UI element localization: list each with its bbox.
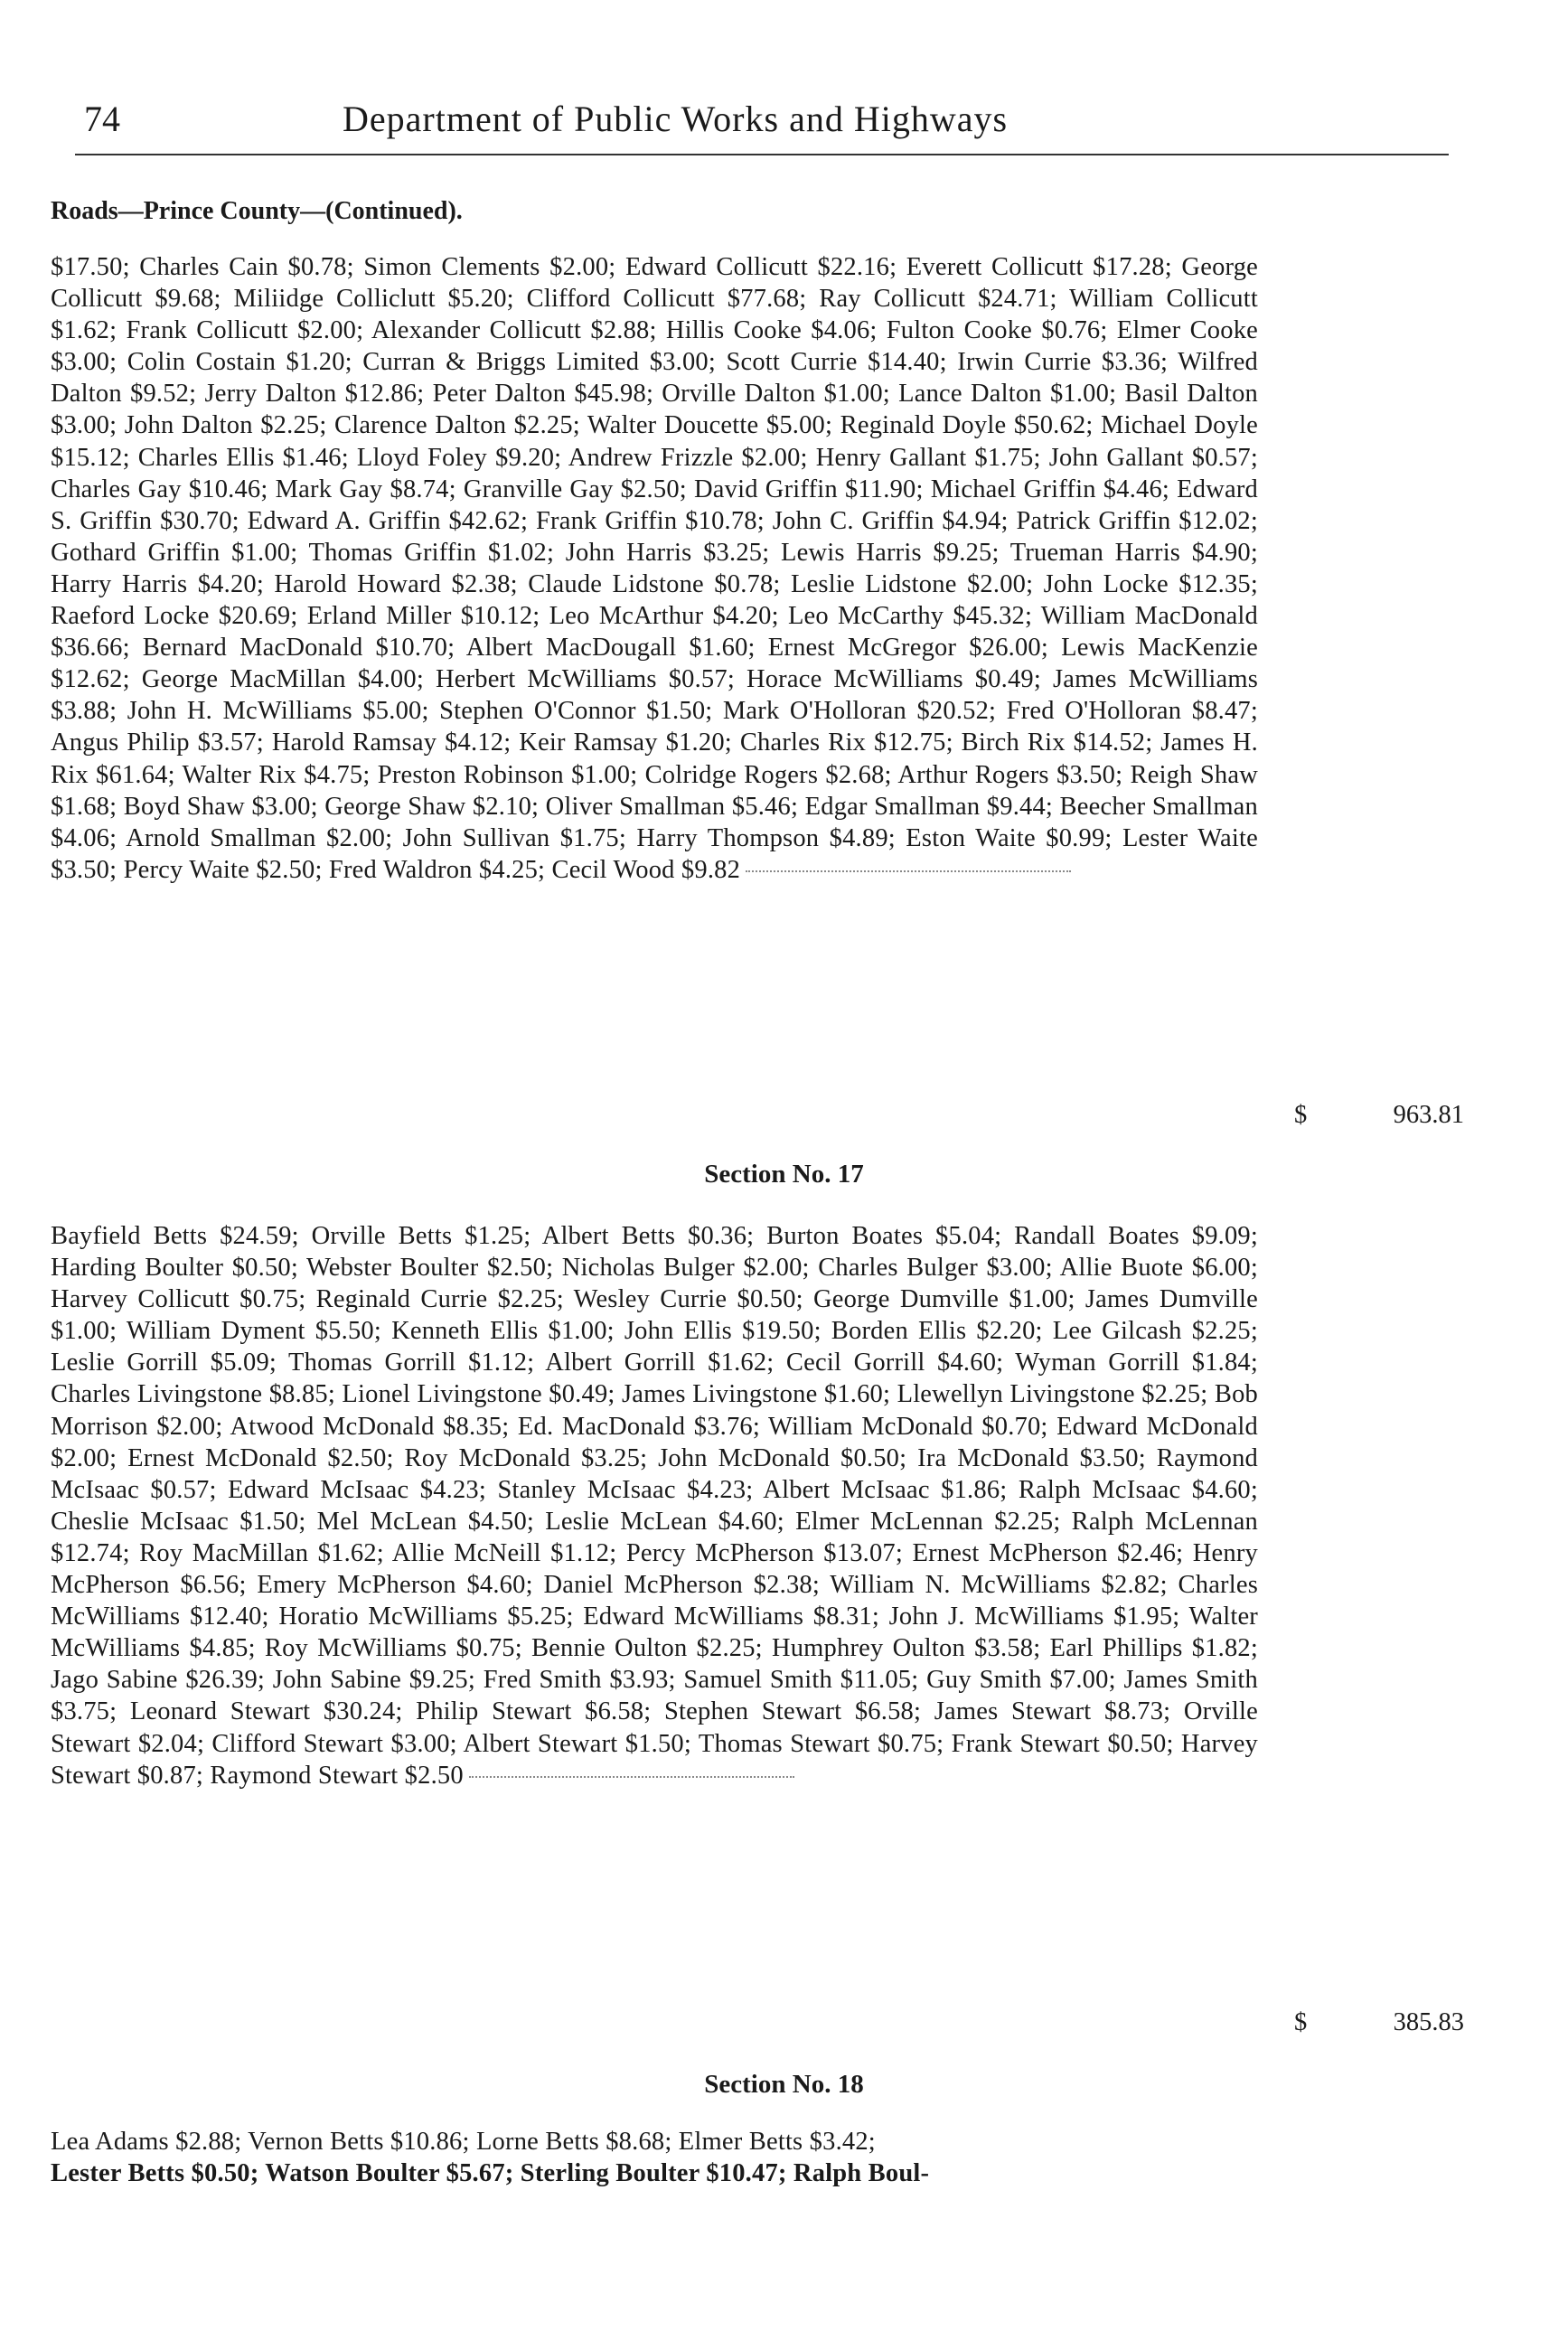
payment-list-section-18 <box>51 2126 1258 2189</box>
continued-heading: Roads—Prince County—(Continued). <box>51 197 463 225</box>
payment-list-text: Bayfield Betts $24.59; Orville Betts $1.25; Albert Betts $0.36; Burton Boates $5.04; Randall Boates $9.09; Harding Boulter $0.50; Webster Boulter $2.50; Nicholas Bulger $2.00; Charles Bulger $3.00; Allie Buote $6.00; Harvey Collicutt $0.75; Reginald Currie $2.25; Wesley Currie $0.50; George Dumville $1.00; James Dumville $1.00; William Dyment $5.50; Kenneth Ellis $1.00; John Ellis $19.50; Borden Ellis $2.20; Lee Gilcash $2.25; Leslie Gorrill $5.09; Thomas Gorrill $1.12; Albert Gorrill $1.62; Cecil Gorrill $4.60; Wyman Gorrill $1.84; Charles Livingstone $8.85; Lionel Livingstone $0.49; James Livingstone $1.60; Llewellyn Livingstone $2.25; Bob Morrison $2.00; Atwood McDonald $8.35; Ed. MacDonald $3.76; William McDonald $0.70; Edward McDonald $2.00; Ernest McDonald $2.50; Roy McDonald $3.25; John McDonald $0.50; Ira McDonald $3.50; Raymond McIsaac $0.57; Edward McIsaac $4.23; Stanley McIsaac $4.23; Albert McIsaac $1.86; Ralph McIsaac $4.60; Cheslie McIsaac $1.50; Mel McLean $4.50; Leslie McLean $4.60; Elmer McLennan $2.25; Ralph McLennan $12.74; Roy MacMillan $1.62; Allie McNeill $1.12; Percy McPherson $13.07; Ernest McPherson $2.46; Henry McPherson $6.56; Emery McPherson $4.60; Daniel McPherson $2.38; William N. McWilliams $2.82; Charles McWilliams $12.40; Horatio McWilliams $5.25; Edward McWilliams $8.31; John J. McWilliams $1.95; Walter McWilliams $4.85; Roy McWilliams $0.75; Bennie Oulton $2.25; Humphrey Oulton $3.58; Earl Phillips $1.82; Jago Sabine $26.39; John Sabine $9.25; Fred Smith $3.93; Samuel Smith $11.05; Guy Smith $7.00; James Smith $3.75; Leonard Stewart $30.24; Philip Stewart $6.58; Stephen Stewart $6.58; James Stewart $8.73; Orville Stewart $2.04; Clifford Stewart $3.00; Albert Stewart $1.50; Thomas Stewart $0.75; Frank Stewart $0.50; Harvey Stewart $0.87; Raymond Stewart $2.50 <box>51 1222 1258 1790</box>
payment-list-section-17 <box>51 1220 1258 1791</box>
section-total: 385.83 <box>1393 2008 1464 2036</box>
section-total: 963.81 <box>1393 1101 1464 1129</box>
dot-leader <box>469 1776 794 1778</box>
payment-list-continued <box>51 251 1258 886</box>
page-number: 74 <box>84 99 120 139</box>
payment-list-text: $17.50; Charles Cain $0.78; Simon Clements $2.00; Edward Collicutt $22.16; Everett Collicutt $17.28; George Collicutt $9.68; Miliidge Colliclutt $5.20; Clifford Collicutt $77.68; Ray Collicutt $24.71; William Collicutt $1.62; Frank Collicutt $2.00; Alexander Collicutt $2.88; Hillis Cooke $4.06; Fulton Cooke $0.76; Elmer Cooke $3.00; Colin Costain $1.20; Curran & Briggs Limited $3.00; Scott Currie $14.40; Irwin Currie $3.36; Wilfred Dalton $9.52; Jerry Dalton $12.86; Peter Dalton $45.98; Orville Dalton $1.00; Lance Dalton $1.00; Basil Dalton $3.00; John Dalton $2.25; Clarence Dalton $2.25; Walter Doucette $5.00; Reginald Doyle $50.62; Michael Doyle $15.12; Charles Ellis $1.46; Lloyd Foley $9.20; Andrew Frizzle $2.00; Henry Gallant $1.75; John Gallant $0.57; Charles Gay $10.46; Mark Gay $8.74; Granville Gay $2.50; David Griffin $11.90; Michael Griffin $4.46; Edward S. Griffin $30.70; Edward A. Griffin $42.62; Frank Griffin $10.78; John C. Griffin $4.94; Patrick Griffin $12.02; Gothard Griffin $1.00; Thomas Griffin $1.02; John Harris $3.25; Lewis Harris $9.25; Trueman Harris $4.90; Harry Harris $4.20; Harold Howard $2.38; Claude Lidstone $0.78; Leslie Lidstone $2.00; John Locke $12.35; Raeford Locke $20.69; Erland Miller $10.12; Leo McArthur $4.20; Leo McCarthy $45.32; William MacDonald $36.66; Bernard MacDonald $10.70; Albert MacDougall $1.60; Ernest McGregor $26.00; Lewis MacKenzie $12.62; George MacMillan $4.00; Herbert McWilliams $0.57; Horace McWilliams $0.49; James McWilliams $3.88; John H. McWilliams $5.00; Stephen O'Connor $1.50; Mark O'Holloran $20.52; Fred O'Holloran $8.47; Angus Philip $3.57; Harold Ramsay $4.12; Keir Ramsay $1.20; Charles Rix $12.75; Birch Rix $14.52; James H. Rix $61.64; Walter Rix $4.75; Preston Robinson $1.00; Colridge Rogers $2.68; Arthur Rogers $3.50; Reigh Shaw $1.68; Boyd Shaw $3.00; George Shaw $2.10; Oliver Smallman $5.46; Edgar Smallman $9.44; Beecher Smallman $4.06; Arnold Smallman $2.00; John Sullivan $1.75; Harry Thompson $4.89; Eston Waite $0.99; Lester Waite $3.50; Percy Waite $2.50; Fred Waldron $4.25; Cecil Wood $9.82 <box>51 253 1258 884</box>
payment-line: Lester Betts $0.50; Watson Boulter $5.67; Sterling Boulter $10.47; Ralph Boul- <box>51 2159 930 2188</box>
running-title: Department of Public Works and Highways <box>343 99 1009 139</box>
page-header <box>75 90 1449 155</box>
payment-line: Lea Adams $2.88; Vernon Betts $10.86; Lorne Betts $8.68; Elmer Betts $3.42; <box>51 2128 876 2156</box>
total-currency: $ <box>1294 1101 1308 1129</box>
total-currency: $ <box>1294 2008 1308 2036</box>
dot-leader <box>746 870 1071 872</box>
section-heading: Section No. 17 <box>704 1160 864 1189</box>
section-heading: Section No. 18 <box>704 2070 864 2099</box>
